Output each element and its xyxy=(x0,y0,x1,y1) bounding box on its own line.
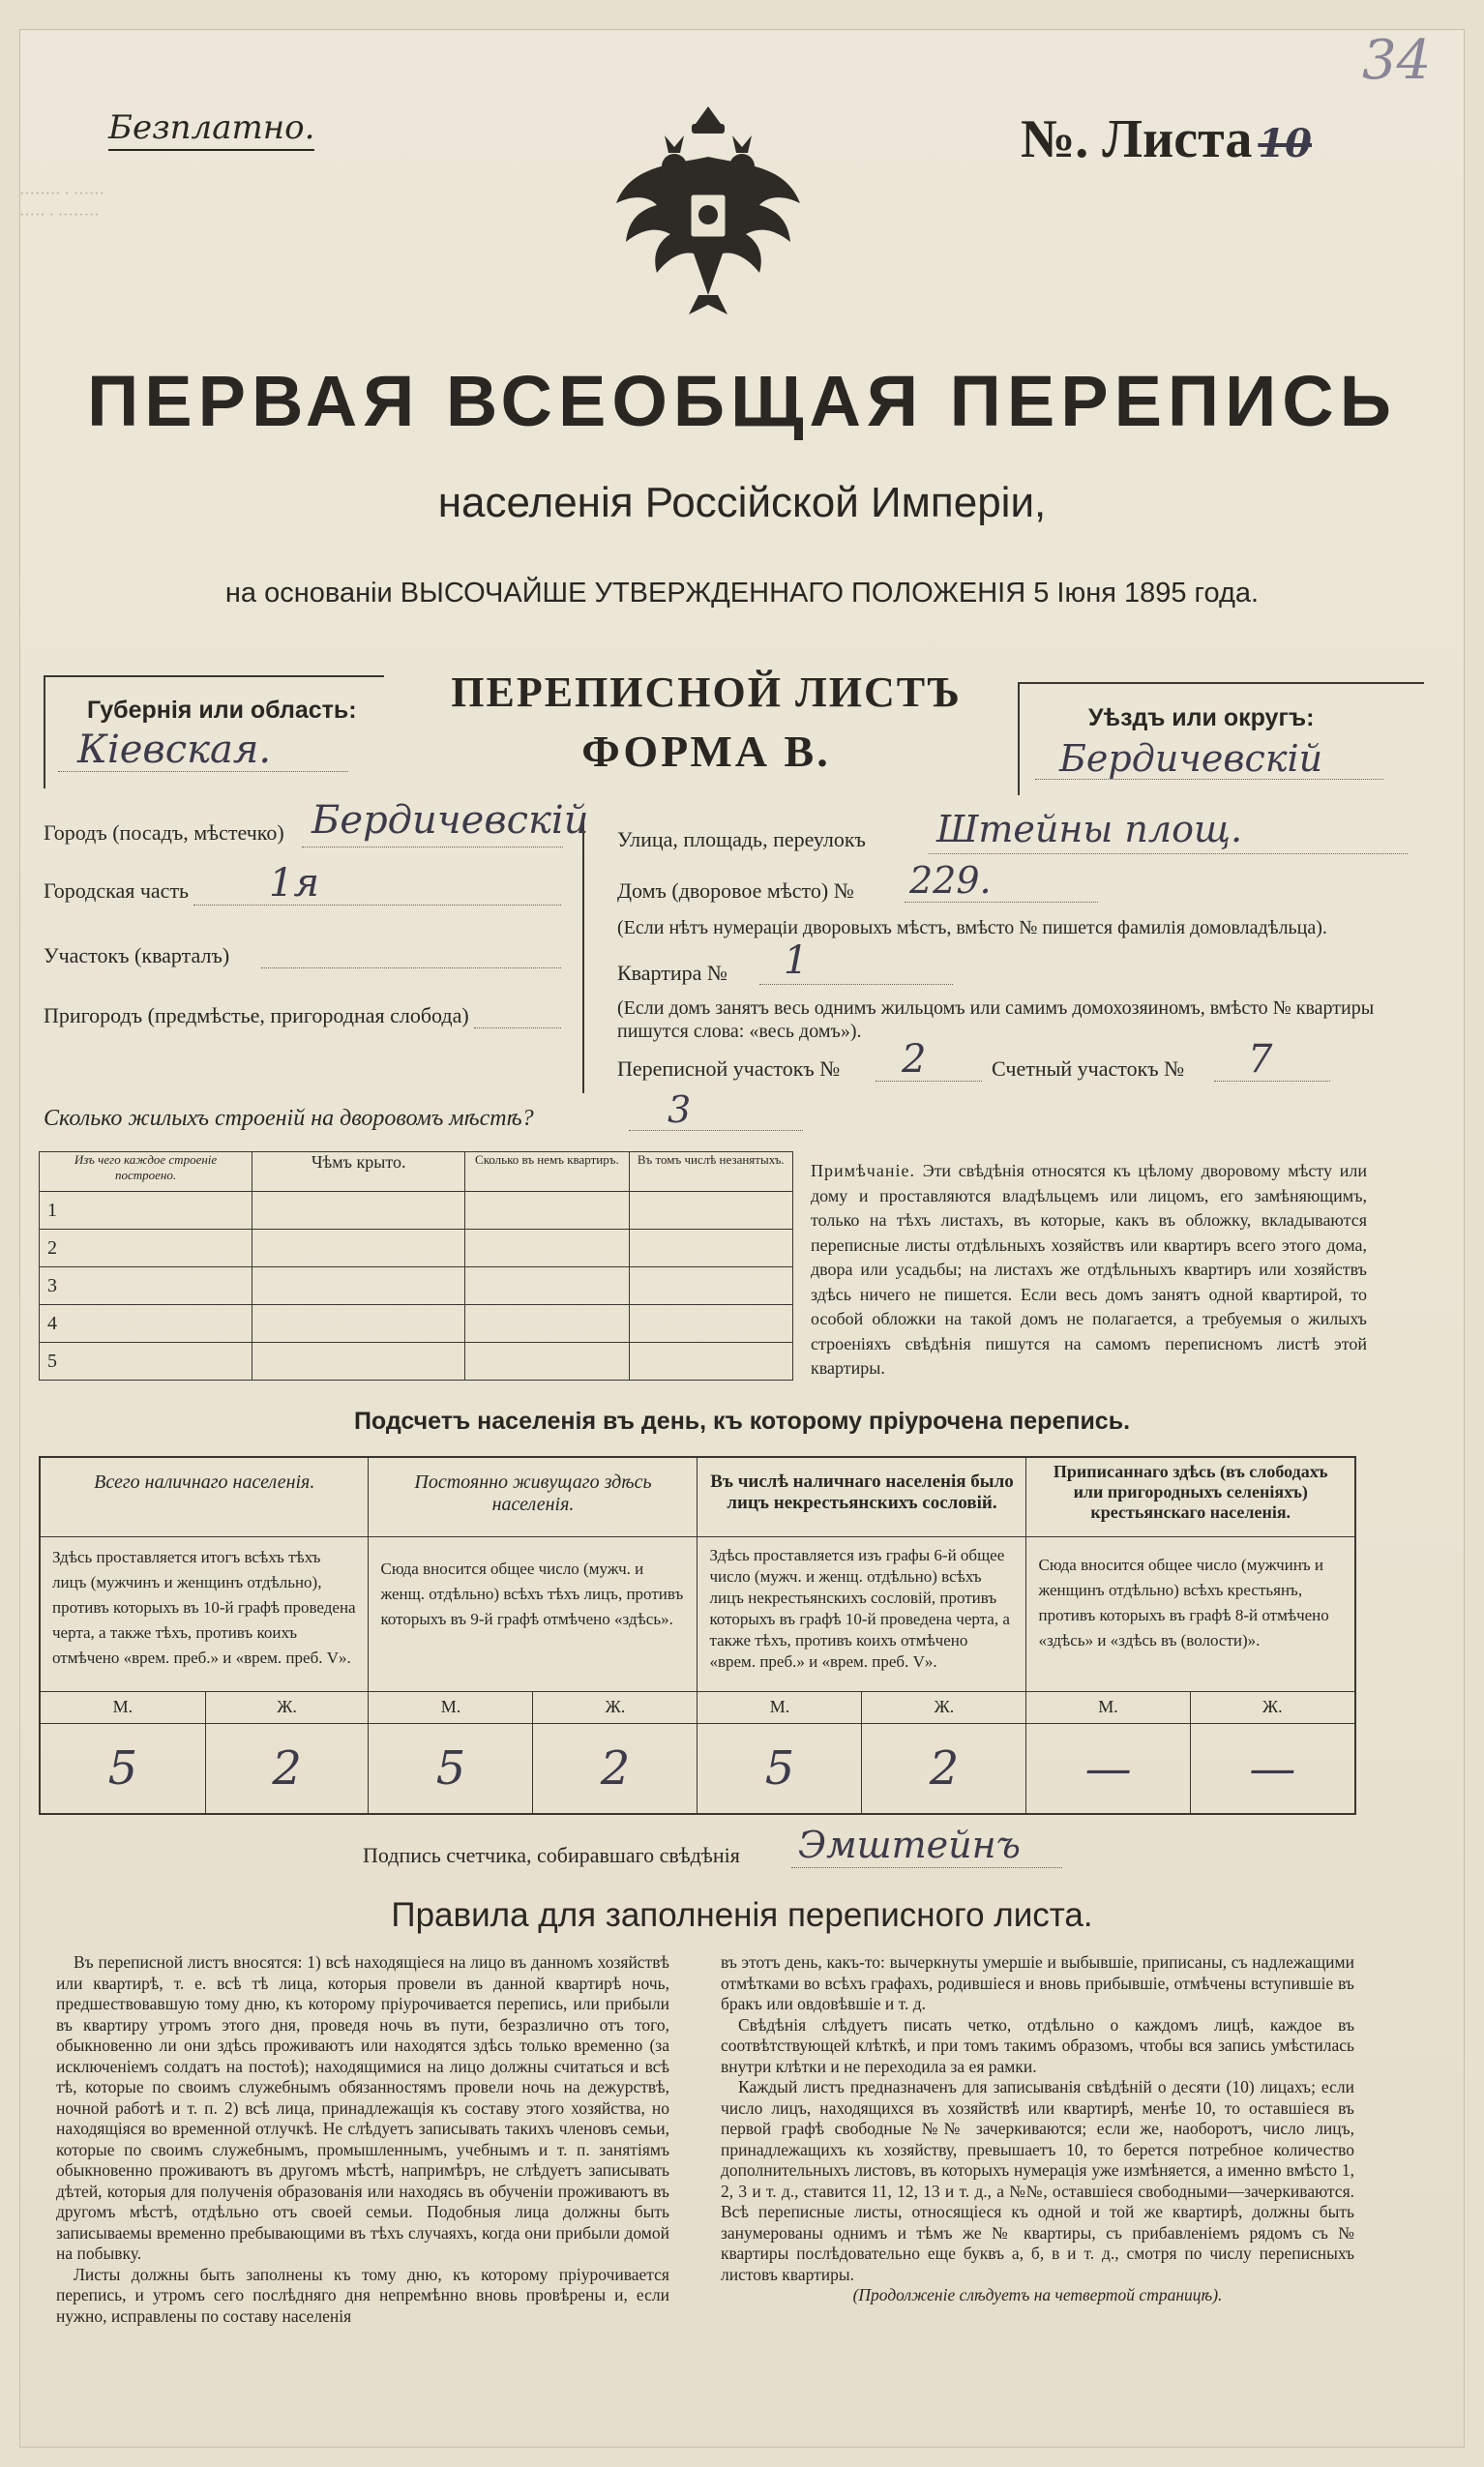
street-line xyxy=(929,853,1408,854)
table-cell[interactable] xyxy=(252,1230,465,1267)
population-col3-title: Въ числѣ наличнаго населенія было лицъ некрестьянскихъ сословій. xyxy=(697,1457,1026,1536)
population-values-row xyxy=(40,1723,1355,1814)
table-cell[interactable] xyxy=(629,1192,792,1230)
population-desc-row xyxy=(40,1536,1355,1691)
table-cell[interactable] xyxy=(465,1305,629,1343)
table-cell[interactable] xyxy=(629,1267,792,1305)
field-divider xyxy=(582,813,584,1093)
census-district-label: Переписной участокъ № xyxy=(617,1056,841,1081)
table-row xyxy=(40,1192,793,1230)
buildings-header-roof: Чѣмъ крыто. xyxy=(252,1152,465,1192)
signature-value[interactable]: Эмштейнъ xyxy=(798,1824,1021,1866)
city-value[interactable]: Бердичевскій xyxy=(312,798,589,843)
col3-female-value[interactable]: 2 xyxy=(862,1723,1026,1814)
note-block xyxy=(811,1159,1367,1382)
house-label: Домъ (дворовое мѣсто) № xyxy=(617,878,854,903)
row-number: 3 xyxy=(40,1267,252,1305)
table-cell[interactable] xyxy=(465,1267,629,1305)
table-row xyxy=(40,1305,793,1343)
male-label: М. xyxy=(40,1691,205,1723)
sheet-number xyxy=(1021,108,1312,170)
district-label: Участокъ (кварталъ) xyxy=(44,943,230,967)
population-sex-row xyxy=(40,1691,1355,1723)
uezd-line xyxy=(1035,779,1383,780)
guberniya-line xyxy=(58,771,348,772)
count-district-value[interactable]: 7 xyxy=(1248,1037,1273,1082)
suburb-line[interactable] xyxy=(474,1027,561,1028)
buildings-table-header xyxy=(40,1152,793,1192)
table-cell[interactable] xyxy=(629,1343,792,1381)
census-subtitle: населенія Россійской Имперіи, xyxy=(437,479,1047,526)
col2-female-value[interactable]: 2 xyxy=(533,1723,697,1814)
city-part-value[interactable]: 1я xyxy=(269,861,319,906)
population-heading: Подсчетъ населенія въ день, къ которому пріурочена перепись. xyxy=(353,1408,1131,1435)
col4-male-value[interactable]: — xyxy=(1026,1723,1190,1814)
apartment-value[interactable]: 1 xyxy=(784,938,809,983)
corner-pencil-note: 34 xyxy=(1362,29,1432,92)
row-number: 2 xyxy=(40,1230,252,1267)
buildings-header-vacant: Въ томъ числѣ незанятыхъ. xyxy=(629,1152,792,1192)
col1-male-value[interactable]: 5 xyxy=(40,1723,205,1814)
buildings-header-material: Изъ чего каждое строеніе построено. xyxy=(40,1152,252,1192)
rules-right-paragraph-3: Каждый листъ предназначенъ для записыванія свѣдѣній о десяти (10) лицахъ; если число лицъ, находящихся въ хозяйствѣ или квартирѣ, менѣе 10, то оставшіеся въ первой графѣ свободные №№ зачеркиваются; если же, наоборотъ, число лицъ, принадлежащихъ къ хозяйству, превышаетъ 10, то берется потребное количество дополнительныхъ листовъ, въ которыхъ нумерація уже измѣняется, а именно вмѣсто 1, 2, 3 и т. д., ставится 11, 12, 13 и т. д., а №№, оставшіеся свободными—зачеркиваются. Всѣ переписные листы, относящіеся къ одной и той же квартирѣ, должны быть занумерованы однимъ и тѣмъ же № квартиры, съ прибавленіемъ рядомъ съ № квартиры послѣдовательно еще буквъ а, б, в и т. д., смотря по числу переписныхъ листовъ квартиры. xyxy=(721,2077,1354,2284)
male-label: М. xyxy=(697,1691,862,1723)
female-label: Ж. xyxy=(533,1691,697,1723)
census-legal-basis: на основаніи ВЫСОЧАЙШЕ УТВЕРЖДЕННАГО ПОЛОЖЕНІЯ 5 Іюня 1895 года. xyxy=(224,578,1260,609)
col2-male-value[interactable]: 5 xyxy=(369,1723,533,1814)
rules-left-column xyxy=(56,1952,669,2327)
male-label: М. xyxy=(1026,1691,1190,1723)
table-cell[interactable] xyxy=(465,1192,629,1230)
row-number: 5 xyxy=(40,1343,252,1381)
city-part-line xyxy=(193,905,561,906)
population-col4-title: Приписаннаго здѣсь (въ слободахъ или пригородныхъ селеніяхъ) крестьянскаго населенія. xyxy=(1026,1457,1355,1536)
count-district-label: Счетный участокъ № xyxy=(992,1056,1185,1081)
male-label: М. xyxy=(369,1691,533,1723)
col1-female-value[interactable]: 2 xyxy=(205,1723,369,1814)
table-cell[interactable] xyxy=(629,1230,792,1267)
apartment-note: (Если домъ занятъ весь однимъ жильцомъ или самимъ домохозяиномъ, вмѣсто № квартиры пишутся слова: «весь домъ»). xyxy=(617,997,1375,1042)
free-label: Безплатно. xyxy=(108,108,314,151)
table-cell[interactable] xyxy=(252,1305,465,1343)
population-col1-title: Всего наличнаго населенія. xyxy=(40,1457,369,1536)
house-value[interactable]: 229. xyxy=(909,859,992,902)
suburb-label: Пригородъ (предмѣстье, пригородная слобода) xyxy=(44,1003,469,1027)
buildings-line xyxy=(629,1130,803,1131)
double-headed-eagle-emblem xyxy=(607,97,810,319)
rules-right-column xyxy=(721,1952,1354,2306)
note-heading: Примѣчаніе. xyxy=(811,1161,915,1180)
buildings-question: Сколько жилыхъ строеній на дворовомъ мѣстѣ? xyxy=(44,1106,534,1131)
form-title-line1: ПЕРЕПИСНОЙ ЛИСТЪ xyxy=(451,669,962,716)
table-cell[interactable] xyxy=(465,1343,629,1381)
signature-label: Подпись счетчика, собиравшаго свѣдѣнія xyxy=(363,1843,740,1867)
population-col2-title: Постоянно живущаго здѣсь населенія. xyxy=(369,1457,697,1536)
street-label: Улица, площадь, переулокъ xyxy=(617,827,866,851)
table-cell[interactable] xyxy=(252,1267,465,1305)
table-cell[interactable] xyxy=(465,1230,629,1267)
table-cell[interactable] xyxy=(629,1305,792,1343)
population-title-row xyxy=(40,1457,1355,1536)
bleed-through-left: ········ · ······ ····· · ········ xyxy=(19,186,104,223)
note-text: Эти свѣдѣнія относятся къ цѣлому дворовому мѣсту или дому и проставляются владѣльцемъ или лицомъ, его замѣняющимъ, только на тѣхъ листахъ, въ которые, какъ въ обложку, вкладываются переписные листы отдѣльныхъ хозяйствъ или квартиръ всего этого дома, двора или усадьбы; на листахъ же отдѣльныхъ квартиръ или хозяйствъ здѣсь ничего не пишется. Если весь домъ занятъ одной квартирой, то особой обложки на такой домъ не полагается, а требуемыя о жилыхъ строеніяхъ свѣдѣнія пишутся на самомъ переписномъ листѣ этой квартиры. xyxy=(811,1161,1367,1378)
buildings-value[interactable]: 3 xyxy=(668,1088,692,1131)
census-title: ПЕРВАЯ ВСЕОБЩАЯ ПЕРЕПИСЬ xyxy=(87,361,1397,441)
city-part-label: Городская часть xyxy=(44,878,190,903)
census-district-value[interactable]: 2 xyxy=(902,1037,927,1082)
rules-right-paragraph-2: Свѣдѣнія слѣдуетъ писать четко, отдѣльно о каждомъ лицѣ, каждое въ соотвѣтствующей клѣткѣ, и при томъ такимъ образомъ, чтобы вся запись умѣстилась внутри клѣтки и не переходила за ея рамки. xyxy=(721,2014,1354,2076)
table-row xyxy=(40,1267,793,1305)
sheet-number-label: №. Листа xyxy=(1021,109,1253,169)
table-cell[interactable] xyxy=(252,1192,465,1230)
district-line[interactable] xyxy=(261,967,561,968)
row-number: 1 xyxy=(40,1192,252,1230)
rules-left-paragraph-1: Въ переписной листъ вносятся: 1) всѣ находящіеся на лицо въ данномъ хозяйствѣ или квартирѣ, т. е. всѣ тѣ лица, которыя провели въ данной квартирѣ ночь, предшествовавшую тому дню, къ которому пріурочивается перепись, или прибыли въ квартиру утромъ этого дня, проведя ночь въ пути, безразлично отъ того, обыкновенно ли они здѣсь проживаютъ или находятся здѣсь только временно (за исключеніемъ солдатъ на постоѣ); находящимися на лицо должны считаться и всѣ тѣ, которые по своимъ служебнымъ обязанностямъ провели ночь на дежурствѣ, ночной работѣ и т. п. 2) всѣ лица, принадлежащія къ составу этого хозяйства, но находящіяся во временной отлучкѣ. Не слѣдуетъ записывать такихъ членовъ семьи, которые по своимъ служебнымъ, промышленнымъ, учебнымъ и т. п. занятіямъ обыкновенно проживаютъ въ другомъ мѣстѣ, напримѣръ, не слѣдуетъ записывать дѣтей, которыя для полученія образованія или находясь въ обученіи проживаютъ въ другомъ мѣстѣ, отдѣльно отъ своей семьи. Подобныя лица должны быть записываемы временно пребывающими въ тѣхъ случаяхъ, когда они прибыли домой на побывку. xyxy=(56,1952,669,2263)
uezd-label: Уѣздъ или округъ: xyxy=(1088,704,1315,731)
buildings-table xyxy=(39,1151,793,1381)
female-label: Ж. xyxy=(205,1691,369,1723)
female-label: Ж. xyxy=(862,1691,1026,1723)
row-number: 4 xyxy=(40,1305,252,1343)
signature-line xyxy=(791,1867,1062,1868)
buildings-header-apartments: Сколько въ немъ квартиръ. xyxy=(465,1152,629,1192)
female-label: Ж. xyxy=(1190,1691,1355,1723)
form-title-line2: ФОРМА В. xyxy=(581,727,831,776)
guberniya-value[interactable]: Кіевская. xyxy=(77,728,272,772)
rules-continued: (Продолженіе слѣдуетъ на четвертой страницѣ). xyxy=(852,2285,1223,2304)
population-col2-desc: Сюда вносится общее число (мужч. и женщ. отдѣльно) всѣхъ тѣхъ лицъ, противъ которыхъ въ 9-й графѣ отмѣчено «здѣсь». xyxy=(369,1536,697,1691)
rules-right-paragraph-1: въ этотъ день, какъ-то: вычеркнуты умершіе и выбывшіе, приписаны, съ надлежащими отмѣтками во всѣхъ графахъ, родившіеся и вновь прибывшіе, отмѣчены вступившіе въ бракъ или овдовѣвшіе и т. д. xyxy=(721,1952,1354,2013)
population-col4-desc: Сюда вносится общее число (мужчинъ и женщинъ отдѣльно) всѣхъ крестьянъ, противъ которыхъ въ графѣ 8-й отмѣчено «здѣсь» и «здѣсь въ (волости)». xyxy=(1026,1536,1355,1691)
house-line xyxy=(905,902,1098,903)
rules-heading: Правила для заполненія переписного листа. xyxy=(391,1896,1093,1934)
apartment-line xyxy=(759,984,953,985)
rules-left-paragraph-2: Листы должны быть заполнены къ тому дню, къ которому пріурочивается перепись, и утромъ сего послѣдняго дня непремѣнно вновь провѣрены и, если нужно, исправлены по составу населенія xyxy=(56,2264,669,2326)
table-row xyxy=(40,1343,793,1381)
census-district-line xyxy=(876,1081,982,1082)
table-row xyxy=(40,1230,793,1267)
house-note: (Если нѣтъ нумераціи дворовыхъ мѣстъ, вмѣсто № пишется фамилія домовладѣльца). xyxy=(617,917,1327,938)
city-label: Городъ (посадъ, мѣстечко) xyxy=(44,820,284,845)
street-value[interactable]: Штейны площ. xyxy=(936,808,1243,850)
sheet-number-value: 10 xyxy=(1258,121,1312,166)
apartment-label: Квартира № xyxy=(617,961,727,985)
col4-female-value[interactable]: — xyxy=(1190,1723,1355,1814)
population-col3-desc: Здѣсь проставляется изъ графы 6-й общее число (мужч. и женщ. отдѣльно) всѣхъ лицъ некрестьянскихъ сословій, противъ которыхъ въ графѣ 10-й проведена черта, а также тѣхъ, противъ коихъ отмѣчено «врем. преб.» и «врем. преб. V». xyxy=(697,1536,1026,1691)
population-col1-desc: Здѣсь проставляется итогъ всѣхъ тѣхъ лицъ (мужчинъ и женщинъ отдѣльно), противъ которыхъ въ 10-й графѣ проведена черта, а также тѣхъ, противъ коихъ отмѣчено «врем. преб.» и «врем. преб. V». xyxy=(40,1536,369,1691)
col3-male-value[interactable]: 5 xyxy=(697,1723,862,1814)
count-district-line xyxy=(1214,1081,1330,1082)
uezd-value[interactable]: Бердичевскій xyxy=(1059,737,1323,780)
guberniya-label: Губернія или область: xyxy=(87,697,357,724)
population-table xyxy=(39,1456,1356,1815)
table-cell[interactable] xyxy=(252,1343,465,1381)
